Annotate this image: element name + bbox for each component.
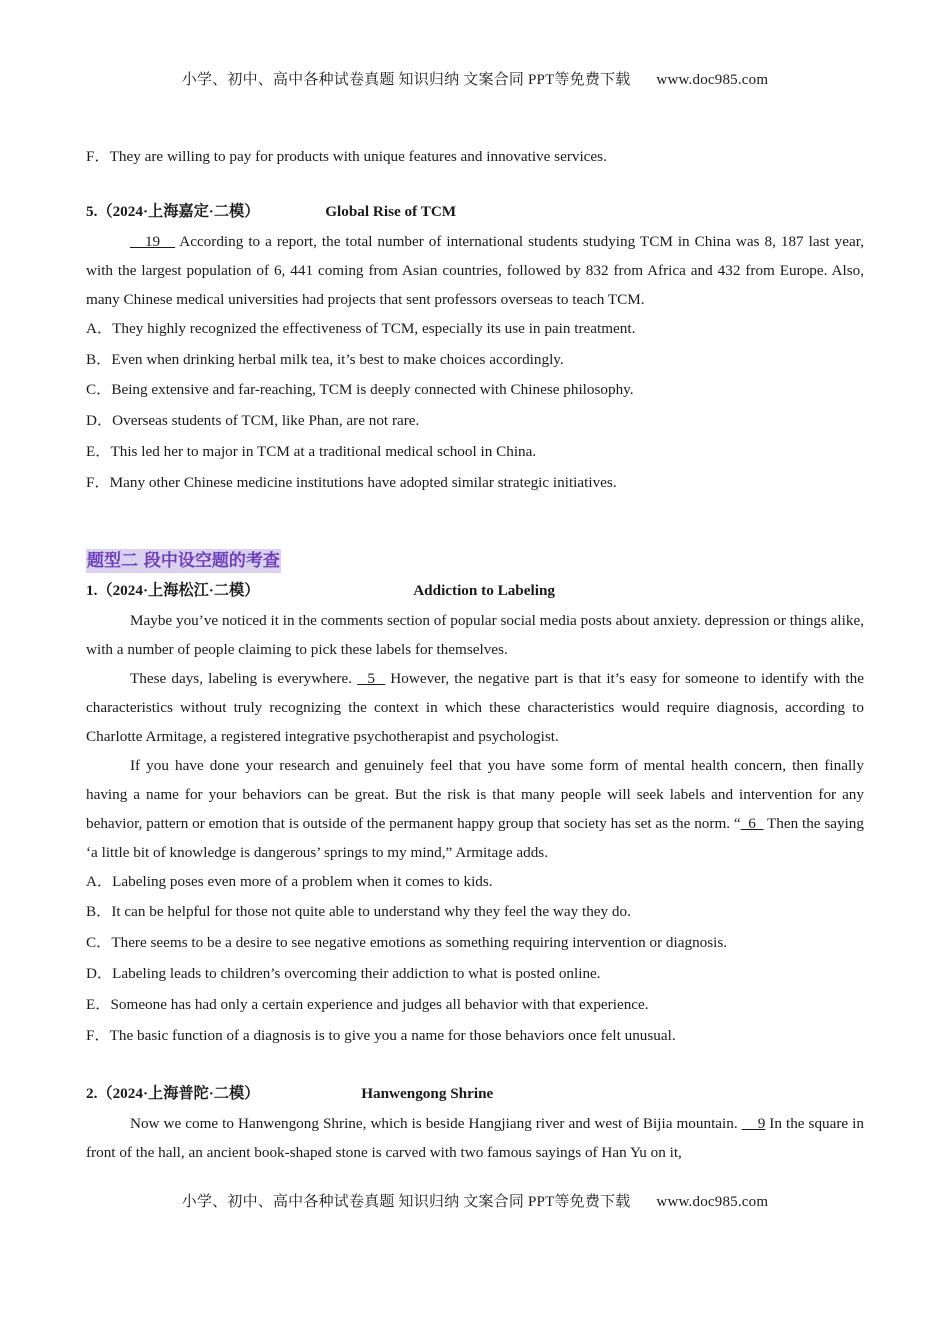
page-footer	[0, 1190, 950, 1211]
passage-paragraph-3: If you have done your research and genuinely feel that you have some form of mental health concern, then finally having a name for your behaviors can be great. But the risk is that many people will seek labels and intervention for any behavior, pattern or emotion that is outside of the permanent happy group that society has set as the norm. “ 6 Then the saying ‘a little bit of knowledge is dangerous’ springs to my mind,” Armitage adds.	[86, 756, 864, 861]
option-f: F．Many other Chinese medicine institutions have adopted similar strategic initiatives.	[86, 473, 617, 491]
question-title: Addiction to Labeling	[413, 581, 555, 599]
option-c: C．There seems to be a desire to see negative emotions as something requiring intervention or diagnosis.	[86, 934, 728, 952]
question-title: Global Rise of TCM	[325, 202, 457, 220]
previous-option-f: F．They are willing to pay for products with unique features and innovative services.	[86, 148, 607, 165]
passage-paragraph-1: Maybe you’ve noticed it in the comments section of popular social media posts about anxiety. depression or things alike, with a number of people claiming to pick these labels for themselves.	[86, 611, 864, 658]
answer-blank[interactable]: 9	[741, 1115, 766, 1133]
answer-blank[interactable]: 19	[130, 232, 176, 250]
option-e: E．This led her to major in TCM at a traditional medical school in China.	[86, 442, 537, 460]
question-label: 1.（2024·上海松江·二模）	[86, 581, 260, 599]
passage-paragraph-2: These days, labeling is everywhere. 5 However, the negative part is that it’s easy for someone to identify with the characteristics without truly recognizing the context in which these characteristics would require diagnosis, according to Charlotte Armitage, a registered integrative psychotherapist and psychologist.	[86, 669, 864, 745]
option-a: A．Labeling poses even more of a problem when it comes to kids.	[86, 872, 493, 890]
option-e: E．Someone has had only a certain experience and judges all behavior with that experience.	[86, 995, 649, 1013]
header-site-link[interactable]: www.doc985.com	[656, 72, 769, 88]
question-label: 2.（2024·上海普陀·二模）	[86, 1085, 260, 1103]
page-header	[0, 68, 950, 89]
question-2	[86, 1079, 864, 1167]
option-b: B．Even when drinking herbal milk tea, it’s best to make choices accordingly.	[86, 350, 564, 368]
answer-blank[interactable]: 6	[740, 814, 764, 832]
option-d: D．Overseas students of TCM, like Phan, are not rare.	[86, 412, 420, 430]
footer-text: 小学、初中、高中各种试卷真题 知识归纳 文案合同 PPT等免费下载	[181, 1194, 631, 1210]
answer-blank[interactable]: 5	[357, 669, 386, 687]
section-heading: 题型二 段中设空题的考查	[87, 550, 280, 571]
footer-site-link[interactable]: www.doc985.com	[656, 1194, 769, 1210]
option-b: B．It can be helpful for those not quite able to understand why they feel the way they do.	[86, 903, 631, 921]
question-title: Hanwengong Shrine	[361, 1085, 494, 1103]
passage-paragraph: Now we come to Hanwengong Shrine, which is beside Hangjiang river and west of Bijia mountain. 9 In the square in front of the hall, an ancient book-shaped stone is carved with two famous sayings of Han Yu on it,	[86, 1115, 864, 1162]
page-content	[86, 142, 864, 1167]
option-c: C．Being extensive and far-reaching, TCM is deeply connected with Chinese philosophy.	[86, 381, 634, 399]
option-a: A．They highly recognized the effectiveness of TCM, especially its use in pain treatment.	[86, 319, 636, 337]
passage-paragraph: 19 According to a report, the total number of international students studying TCM in China was 8, 187 last year, with the largest population of 6, 441 coming from Asian countries, followed by 832 from Africa and 432 from Europe. Also, many Chinese medical universities had projects that sent professors overseas to teach TCM.	[86, 232, 865, 308]
option-f: F．The basic function of a diagnosis is to give you a name for those behaviors once felt unusual.	[86, 1026, 676, 1044]
option-d: D．Labeling leads to children’s overcoming their addiction to what is posted online.	[86, 964, 601, 982]
header-text: 小学、初中、高中各种试卷真题 知识归纳 文案合同 PPT等免费下载	[181, 72, 631, 88]
question-1	[86, 576, 864, 1052]
question-label: 5.（2024·上海嘉定·二模）	[86, 202, 260, 220]
question-5	[86, 197, 864, 499]
